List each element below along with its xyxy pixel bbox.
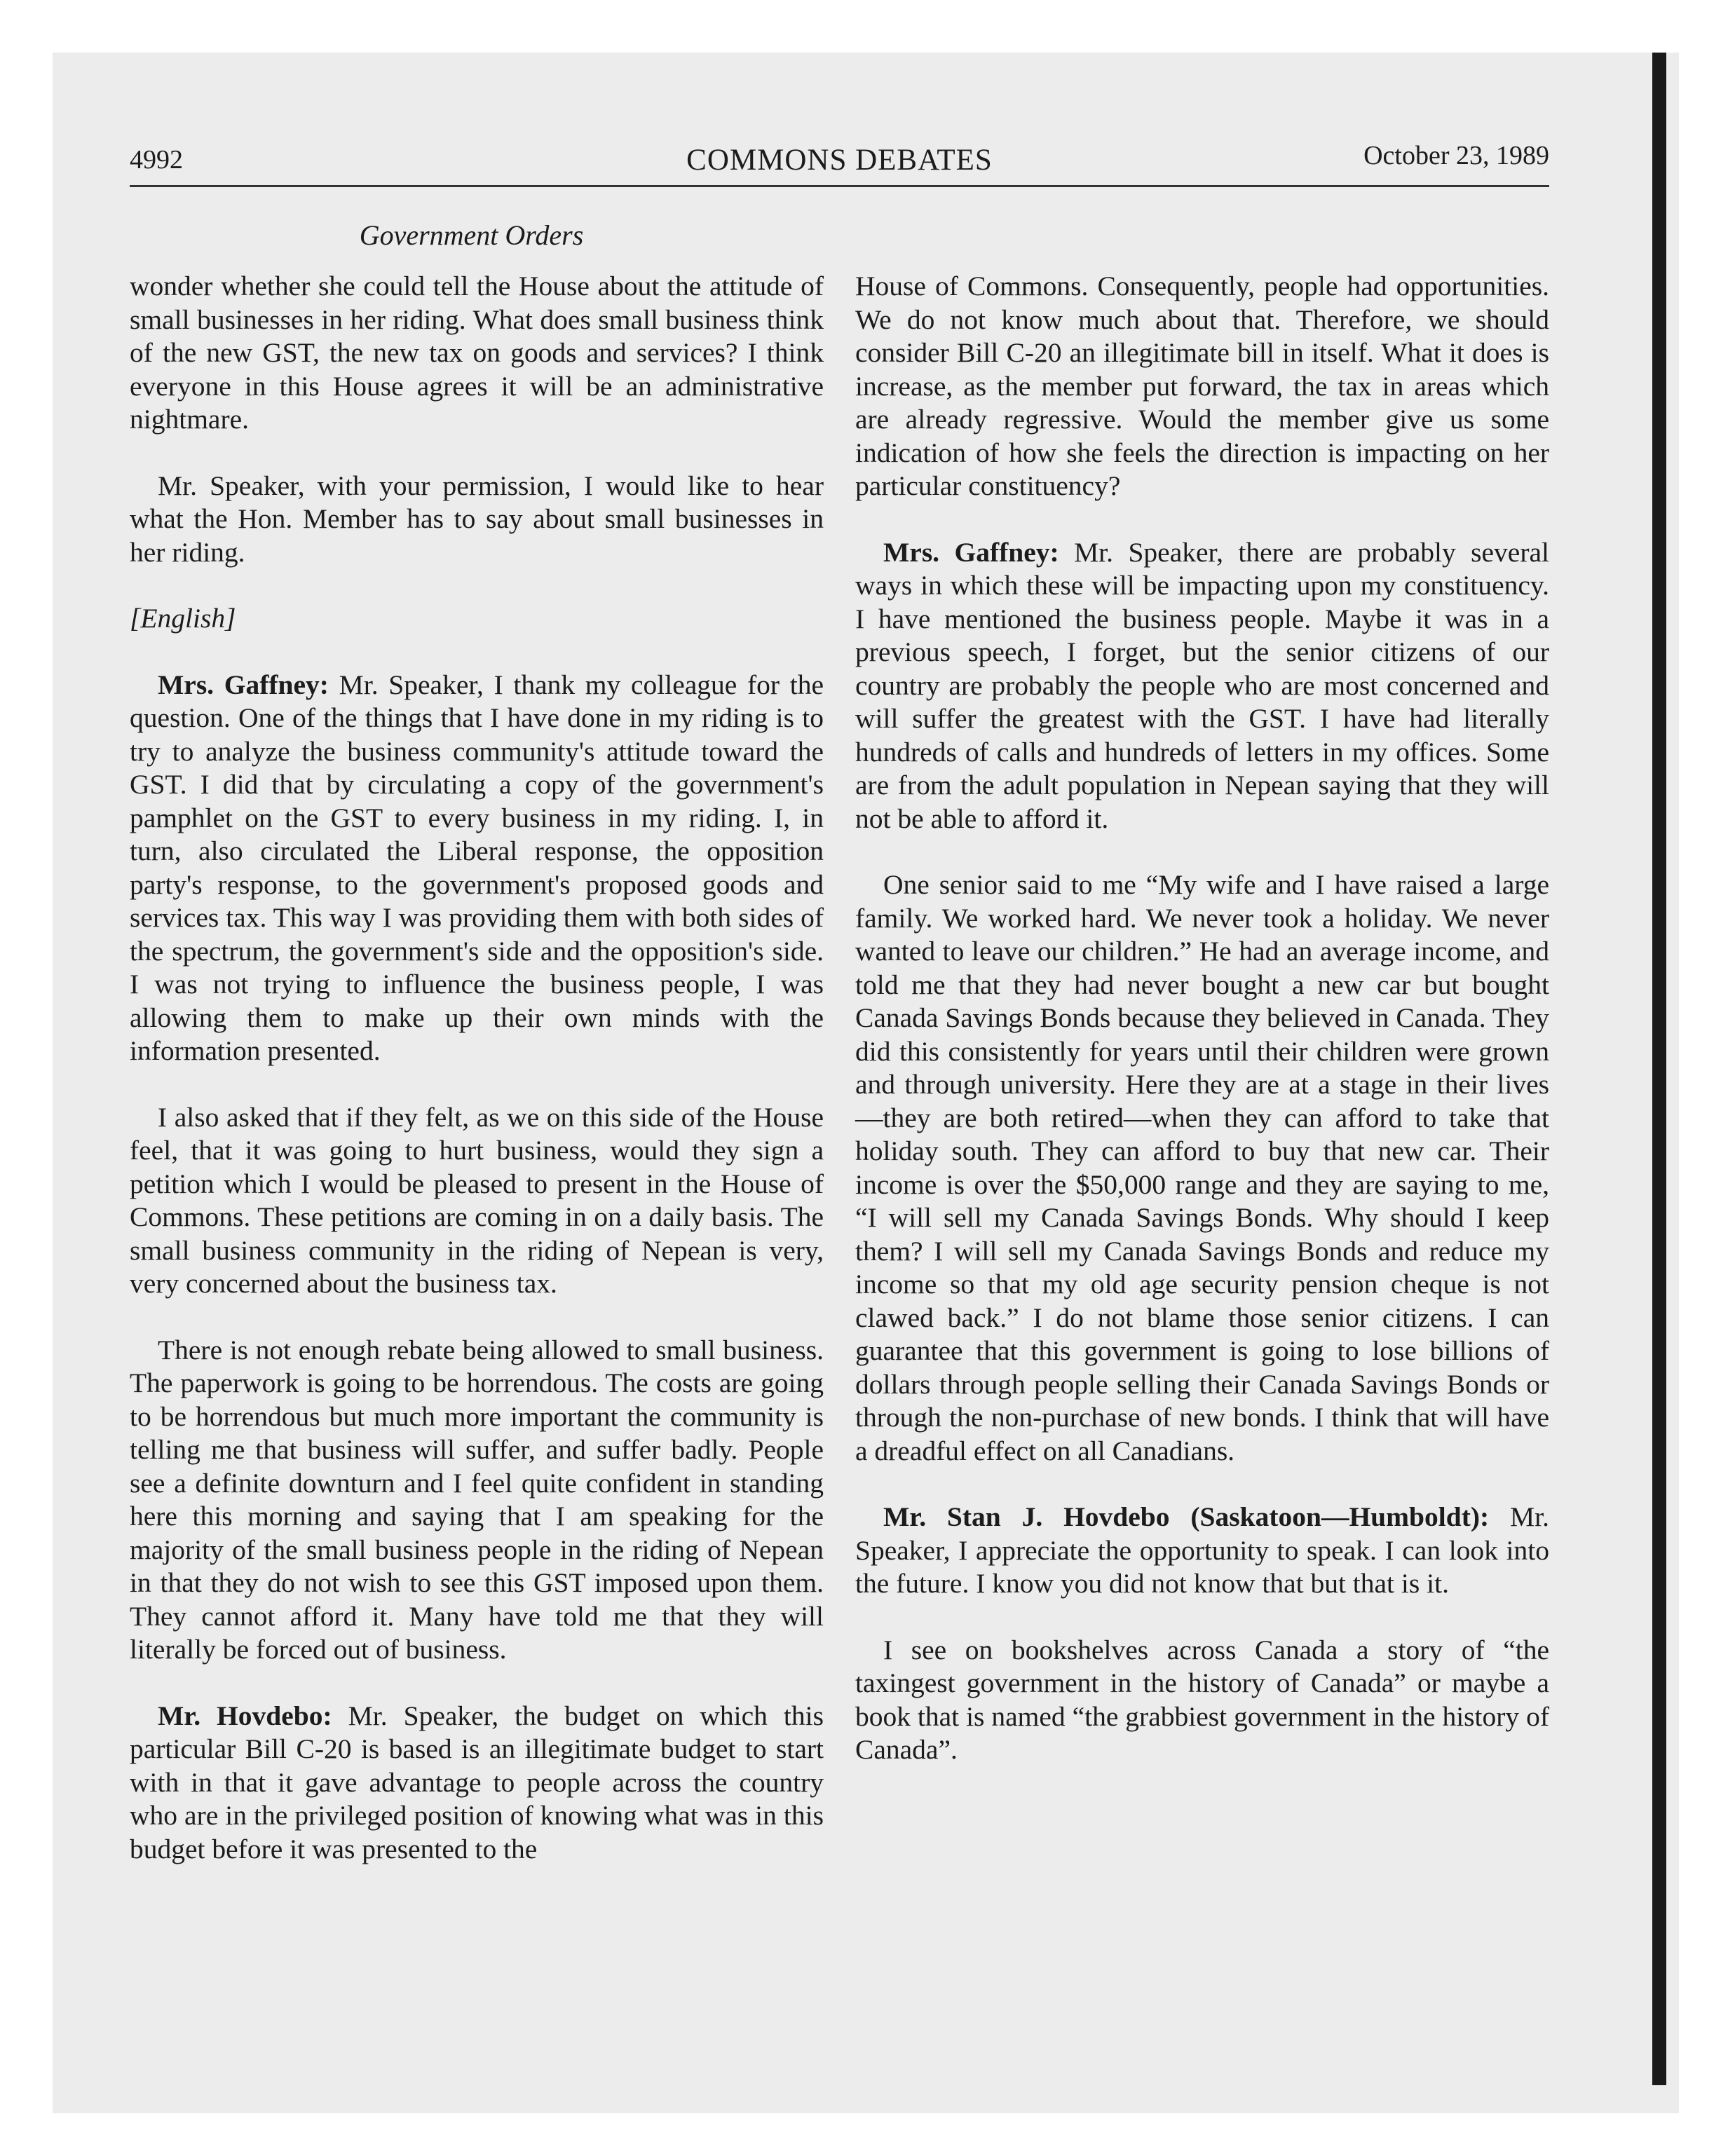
paragraph: wonder whether she could tell the House about the attitude of small businesses in her riding. What does small business think of the new GST, the new tax on goods and services? I think everyone in this House agrees it will be an administrative nightmare. bbox=[130, 271, 824, 435]
page-header bbox=[130, 139, 1549, 188]
language-marker: [English] bbox=[130, 603, 236, 634]
paragraph: I see on bookshelves across Canada a story of “the taxingest government in the history of Canada” or maybe a book that is named “the grabbiest government in the history of Canada”. bbox=[855, 1634, 1549, 1765]
section-label: Government Orders bbox=[359, 219, 584, 251]
speech-text: Mr. Speaker, I appreciate the opportunity to speak. I can look into the future. I know you did not know that but that is it. bbox=[855, 1501, 1549, 1599]
publication-title: COMMONS DEBATES bbox=[686, 144, 993, 177]
speaker-name: Mrs. Gaffney: bbox=[158, 669, 329, 700]
page-number: 4992 bbox=[130, 145, 183, 175]
speech-text: Mr. Speaker, the budget on which this particular Bill C-20 is based is an illegitimate budget to start with in that it gave advantage to people across the country who are in the privileged position of knowing what was in this budget before it was presented to the bbox=[130, 1700, 824, 1864]
paragraph: House of Commons. Consequently, people had opportunities. We do not know much about that. Therefore, we should consider Bill C-20 an illegitimate bill in itself. What it does is increase, as the member put forward, the tax in areas which are already regressive. Would the member give us some indication of how she feels the direction is impacting on her particular constituency? bbox=[855, 271, 1549, 501]
speech-paragraph bbox=[855, 536, 1549, 836]
header-rule bbox=[130, 185, 1549, 187]
speech-paragraph bbox=[130, 669, 824, 1068]
speech-paragraph bbox=[130, 1700, 824, 1867]
speaker-name: Mrs. Gaffney: bbox=[883, 536, 1059, 568]
paragraph: I also asked that if they felt, as we on this side of the House feel, that it was going to hurt business, would they sign a petition which I would be pleased to present in the House of Commons. These petitions are coming in on a daily basis. The small business community in the riding of Nepean is very, very concerned about the business tax. bbox=[130, 1101, 824, 1299]
speech-text: Mr. Speaker, I thank my colleague for the question. One of the things that I have done in my riding is to try to analyze the business community's attitude toward the GST. I did that by circulating a copy of the government's pamphlet on the GST to every business in my riding. I, in turn, also circulated the Liberal response, the opposition party's response, to the government's proposed goods and services tax. This way I was providing them with both sides of the spectrum, the government's side and the opposition's side. I was not trying to influence the business people, I was allowing them to make up their own minds with the information presented. bbox=[130, 669, 824, 1066]
speech-paragraph bbox=[855, 1501, 1549, 1601]
publication-date: October 23, 1989 bbox=[1363, 141, 1549, 170]
speech-text: Mr. Speaker, there are probably several ways in which these will be impacting upon my constituency. I have mentioned the business people. Maybe it was in a previous speech, I forget, but the senior citizens of our country are probably the people who are most concerned and will suffer the greatest with the GST. I have had literally hundreds of calls and hundreds of letters in my offices. Some are from the adult population in Nepean saying that they will not be able to afford it. bbox=[855, 536, 1549, 834]
paragraph: There is not enough rebate being allowed to small business. The paperwork is going to be horrendous. The costs are going to be horrendous but much more important the community is telling me that business will suffer, and suffer badly. People see a definite downturn and I feel quite confident in standing here this morning and saying that I am speaking for the majority of the small business people in the riding of Nepean in that they do not wish to see this GST imposed upon them. They cannot afford it. Many have told me that they will literally be forced out of business. bbox=[130, 1334, 824, 1665]
left-column bbox=[130, 270, 824, 1866]
paragraph: Mr. Speaker, with your permission, I would like to hear what the Hon. Member has to say about small businesses in her riding. bbox=[130, 470, 824, 568]
paragraph: One senior said to me “My wife and I have raised a large family. We worked hard. We never took a holiday. We never wanted to leave our children.” He had an average income, and told me that they had never bought a new car but bought Canada Savings Bonds because they believed in Canada. They did this consistently for years until their children were grown and through university. Here they are at a stage in their lives—they are both retired—when they can afford to take that holiday south. They can afford to buy that new car. Their income is over the $50,000 range and they are saying to me, “I will sell my Canada Savings Bonds. Why should I keep them? I will sell my Canada Savings Bonds and reduce my income so that my old age security pension cheque is not clawed back.” I do not blame those senior citizens. I can guarantee that this government is going to lose billions of dollars through people selling their Canada Savings Bonds or through the non-purchase of new bonds. I think that will have a dreadful effect on all Canadians. bbox=[855, 869, 1549, 1466]
scan-edge-bar bbox=[1652, 53, 1666, 2085]
speaker-name: Mr. Stan J. Hovdebo (Saskatoon—Humboldt): bbox=[883, 1501, 1490, 1532]
right-column bbox=[855, 270, 1549, 1767]
speaker-name: Mr. Hovdebo: bbox=[158, 1700, 332, 1731]
